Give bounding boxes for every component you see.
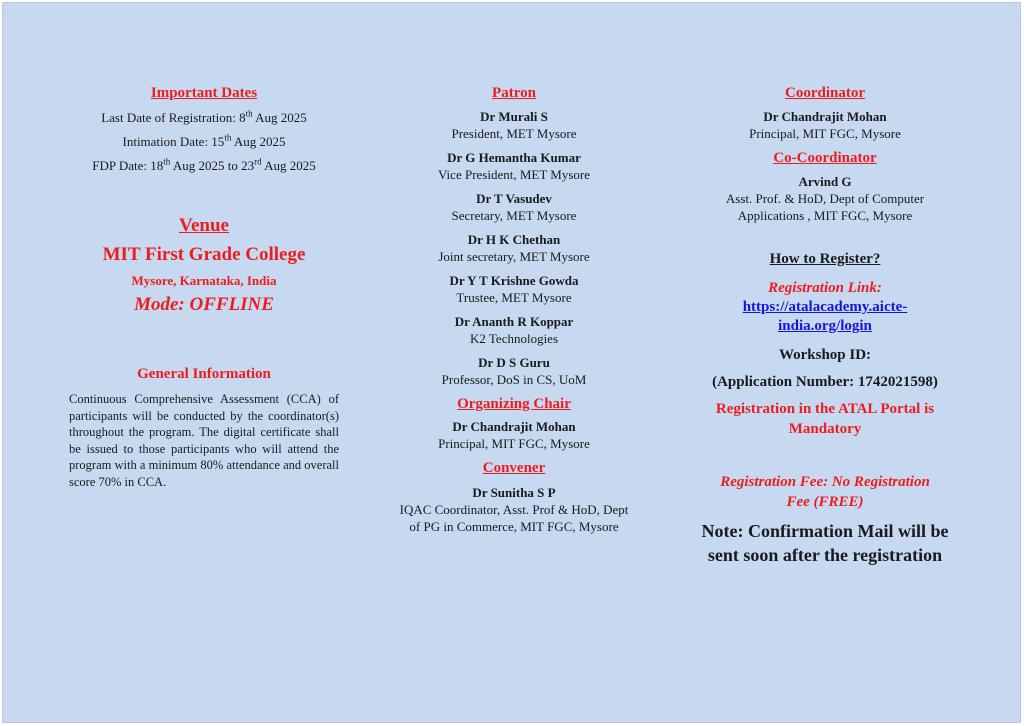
fee-line1: Registration Fee: No Registration <box>720 474 930 490</box>
patron-role: Secretary, MET Mysore <box>451 208 577 223</box>
confirmation-note-line2: sent soon after the registration <box>707 545 943 565</box>
atal-portal-note <box>689 399 961 439</box>
organizing-chair-name: Dr Chandrajit Mohan <box>452 419 576 434</box>
patron-name: Dr H K Chethan <box>467 232 561 247</box>
patron-name: Dr Y T Krishne Gowda <box>449 273 579 288</box>
patron-role: Vice President, MET Mysore <box>437 167 591 182</box>
patron-role: Professor, DoS in CS, UoM <box>441 372 587 387</box>
registration-fee <box>689 472 961 512</box>
general-info-body: Continuous Comprehensive Assessment (CCA) of participants will be conducted by the coordinator(s) throughout the program. The digital certificate shall be issued to those participants who will attend the program with a minimum 80% attendance and overall score 70% in CCA. <box>69 392 339 489</box>
patron-heading: Patron <box>492 85 536 101</box>
how-to-register-heading: How to Register? <box>769 251 881 267</box>
fdp-date: FDP Date: 18th Aug 2025 to 23rd Aug 2025 <box>92 156 316 173</box>
patron-person <box>383 149 645 183</box>
patron-name: Dr D S Guru <box>478 355 550 370</box>
coordinator-name: Dr Chandrajit Mohan <box>763 109 887 124</box>
application-number: (Application Number: 1742021598) <box>712 374 938 390</box>
convener-heading: Convener <box>482 460 546 476</box>
workshop-id-label: Workshop ID: <box>778 347 872 363</box>
organizing-chair <box>383 418 645 452</box>
convener-role-line1: IQAC Coordinator, Asst. Prof & HoD, Dept <box>399 502 629 517</box>
column-registration <box>689 83 961 567</box>
patron-name: Dr Murali S <box>480 109 548 124</box>
patron-name: Dr G Hemantha Kumar <box>447 150 581 165</box>
coordinator-heading: Coordinator <box>785 85 865 101</box>
fee-line2: Fee (FREE) <box>786 494 864 510</box>
co-coordinator-role-line1: Asst. Prof. & HoD, Dept of Computer <box>725 191 925 206</box>
convener <box>383 484 645 535</box>
patron-name: Dr Ananth R Koppar <box>454 314 574 329</box>
patron-role: K2 Technologies <box>469 331 559 346</box>
brochure-page <box>2 2 1021 723</box>
registration-date: Last Date of Registration: 8th Aug 2025 <box>101 108 307 125</box>
patron-person <box>383 108 645 142</box>
convener-name: Dr Sunitha S P <box>472 485 556 500</box>
co-coordinator-heading: Co-Coordinator <box>773 150 877 166</box>
co-coordinator-name: Arvind G <box>798 174 852 189</box>
intimation-date: Intimation Date: 15th Aug 2025 <box>122 132 286 149</box>
atal-note-line2: Mandatory <box>788 421 862 437</box>
patron-list <box>383 108 645 388</box>
atal-note-line1: Registration in the ATAL Portal is <box>715 401 935 417</box>
co-coordinator <box>689 173 961 224</box>
registration-link-line1[interactable]: https://atalacademy.aicte- <box>742 299 908 315</box>
venue-college: MIT First Grade College <box>102 244 306 265</box>
patron-role: Trustee, MET Mysore <box>456 290 572 305</box>
convener-role-line2: of PG in Commerce, MIT FGC, Mysore <box>409 519 619 534</box>
column-dates-venue <box>69 83 339 490</box>
co-coordinator-role-line2: Applications , MIT FGC, Mysore <box>737 208 913 223</box>
column-committee <box>383 83 645 542</box>
patron-role: President, MET Mysore <box>451 126 577 141</box>
venue-heading: Venue <box>179 215 229 236</box>
coordinator <box>689 108 961 142</box>
important-dates-heading: Important Dates <box>150 85 258 101</box>
coordinator-role: Principal, MIT FGC, Mysore <box>749 126 901 141</box>
confirmation-note <box>689 519 961 567</box>
organizing-chair-heading: Organizing Chair <box>457 396 571 412</box>
organizing-chair-role: Principal, MIT FGC, Mysore <box>438 436 590 451</box>
patron-person <box>383 272 645 306</box>
venue-mode: Mode: OFFLINE <box>134 294 274 315</box>
registration-link-label: Registration Link: <box>768 280 882 296</box>
confirmation-note-line1: Note: Confirmation Mail will be <box>701 521 949 541</box>
patron-person <box>383 354 645 388</box>
venue-location: Mysore, Karnataka, India <box>131 273 277 288</box>
registration-link[interactable] <box>689 298 961 336</box>
patron-person <box>383 190 645 224</box>
patron-name: Dr T Vasudev <box>476 191 552 206</box>
patron-role: Joint secretary, MET Mysore <box>438 249 590 264</box>
general-info-heading: General Information <box>137 366 271 382</box>
registration-link-line2[interactable]: india.org/login <box>778 318 872 334</box>
patron-person <box>383 231 645 265</box>
patron-person <box>383 313 645 347</box>
